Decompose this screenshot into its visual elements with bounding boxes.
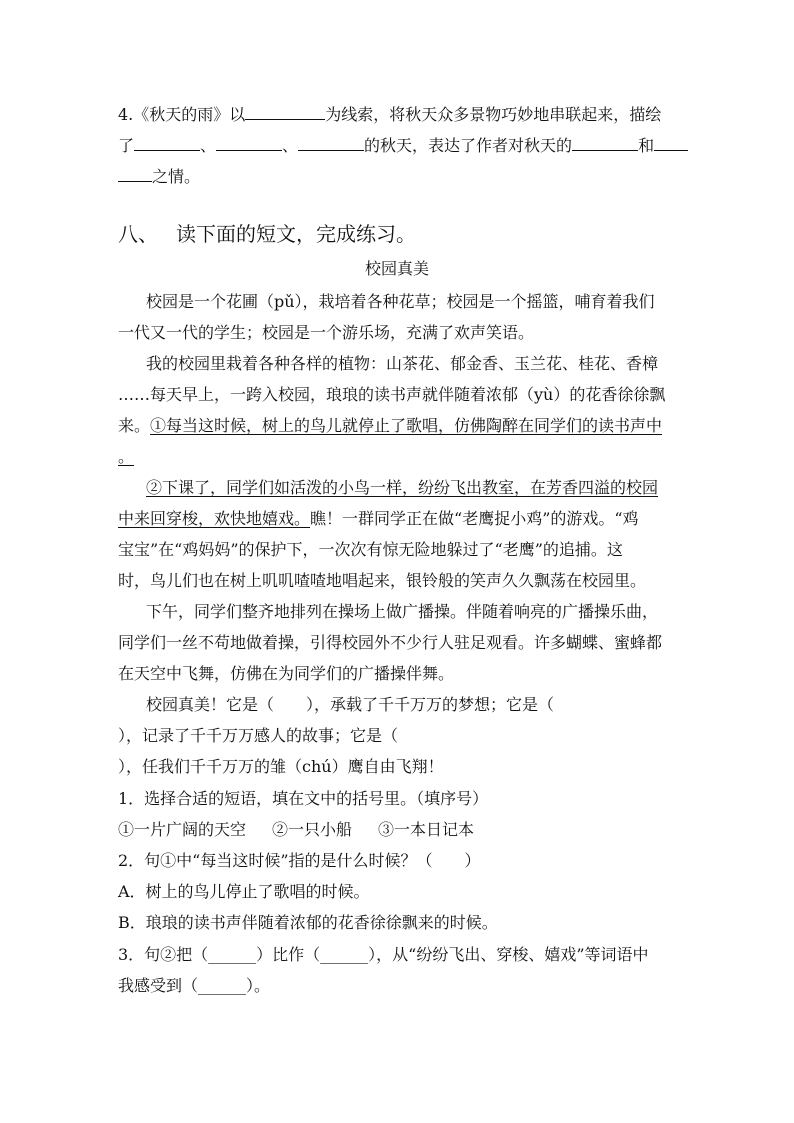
sentence-2-underlined: ②下课了，同学们如活泼的小鸟一样，纷纷飞出教室，在芳香四溢的校园: [146, 478, 659, 497]
paragraph-line: 校园真美！它是（ ），承载了千千万万的梦想；它是（: [146, 695, 555, 714]
option-3: ③一本日记本: [378, 820, 475, 839]
paragraph-line: 在天空中飞舞，仿佛在为同学们的广播操伴舞。: [118, 664, 455, 683]
paragraph-line: [118, 447, 134, 467]
paragraph-line: ），任我们千千万万的雏（chú）鹰自由飞翔！: [118, 757, 444, 776]
option-2: ②一只小船: [272, 820, 353, 839]
q4-text: 了: [118, 136, 135, 155]
section-number: 八、: [118, 222, 158, 246]
q4-line-3: [118, 166, 200, 187]
sentence-1-underlined-end: 。: [118, 447, 135, 466]
paragraph-line: 一代又一代的学生；校园是一个游乐场，充满了欢声笑语。: [118, 323, 535, 342]
q4-separator: 、: [282, 136, 299, 155]
question-3-line-1: 3．句②把（______）比作（______），从“纷纷飞出、穿梭、嬉戏”等词语中: [118, 945, 649, 964]
question-2: 2．句①中“每当这时候”指的是什么时候？（ ）: [118, 851, 481, 870]
section-heading: [118, 222, 416, 246]
q4-text: 4.《秋天的雨》以: [118, 105, 246, 124]
question-3-line-2: 我感受到（______）。: [118, 976, 271, 995]
paragraph-line: 同学们一丝不苟地做着操，引得校园外不少行人驻足观看。许多蝴蝶、蜜蜂都: [118, 633, 663, 652]
paragraph-line: [146, 478, 658, 498]
question-2-option-b: B．琅琅的读书声伴随着浓郁的花香徐徐飘来的时候。: [118, 913, 498, 932]
q4-line-2: [118, 135, 688, 156]
q4-text: 和: [638, 136, 655, 155]
q4-separator: 、: [200, 136, 217, 155]
q4-text: 为线索，将秋天众多景物巧妙地串联起来，描绘: [325, 105, 662, 124]
question-2-option-a: A．树上的鸟儿停止了歌唱的时候。: [118, 882, 370, 901]
paragraph-line: [118, 509, 639, 529]
option-1: ①一片广阔的天空: [118, 820, 247, 839]
q4-text: 之情。: [152, 167, 201, 186]
question-1: 1．选择合适的短语，填在文中的括号里。（填序号）: [118, 789, 489, 808]
q4-blank-3[interactable]: [298, 135, 364, 151]
q4-blank-feeling-2a[interactable]: [654, 135, 688, 151]
q4-line-1: [118, 104, 661, 125]
paragraph-line: ……每天早上，一跨入校园，琅琅的读书声就伴随着浓郁（yù）的花香徐徐飘: [118, 385, 666, 404]
paragraph-line: 我的校园里栽着各种各样的植物：山茶花、郁金香、玉兰花、桂花、香樟: [146, 354, 659, 373]
paragraph-line: 时，鸟儿们也在树上叽叽喳喳地唱起来，银铃般的笑声久久飘荡在校园里。: [118, 571, 647, 590]
q4-blank-1[interactable]: [134, 135, 200, 151]
section-title: 读下面的短文，完成练习。: [176, 222, 416, 246]
paragraph-line: [118, 416, 662, 436]
q4-blank-2[interactable]: [216, 135, 282, 151]
paragraph-line: ），记录了千千万万感人的故事；它是（: [118, 726, 399, 745]
article-title: 校园真美: [364, 259, 429, 278]
question-1-options: [118, 820, 474, 840]
q4-blank-feeling-1[interactable]: [572, 135, 638, 151]
sentence-2-underlined-end: 中来回穿梭，欢快地嬉戏。: [118, 509, 311, 528]
paragraph-text: 瞧！一群同学正在做“老鹰捉小鸡”的游戏。“鸡: [310, 509, 639, 528]
paragraph-line: 下午，同学们整齐地排列在操场上做广播操。伴随着响亮的广播操乐曲，: [146, 602, 659, 621]
paragraph-line: 校园是一个花圃（pǔ），栽培着各种花草；校园是一个摇篮，哺育着我们: [146, 292, 655, 311]
paragraph-text: 来。: [118, 416, 151, 435]
q4-text: 的秋天，表达了作者对秋天的: [364, 136, 573, 155]
q4-blank-feeling-2b[interactable]: [118, 166, 152, 182]
q4-blank-clue[interactable]: [245, 104, 325, 120]
paragraph-line: 宝宝”在“鸡妈妈”的保护下，一次次有惊无险地躲过了“老鹰”的追捕。这: [118, 540, 623, 559]
sentence-1-underlined: ①每当这时候，树上的鸟儿就停止了歌唱，仿佛陶醉在同学们的读书声中: [150, 416, 663, 435]
